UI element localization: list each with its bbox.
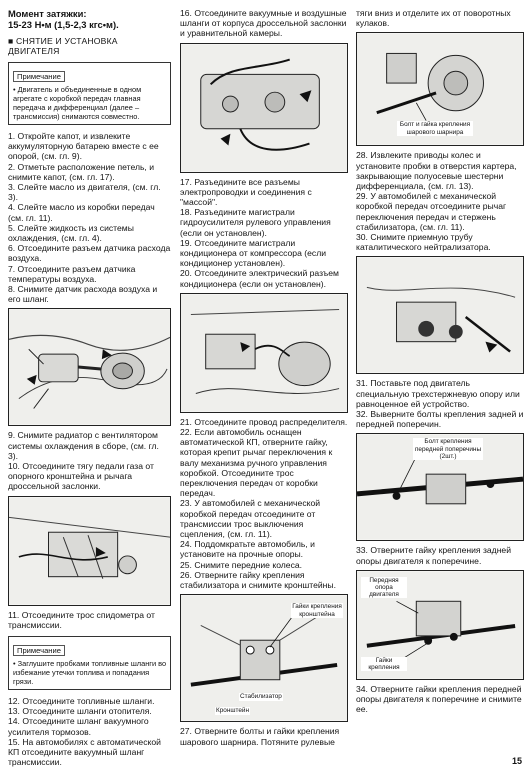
note-box-fuel	[8, 636, 171, 690]
figure-distributor	[180, 293, 348, 413]
label-ball-joint: Болт и гайка крепления шарового шарнира	[397, 121, 473, 135]
step-27: 27. Отверните болты и гайки крепления шарового шарнира. Потяните рулевые	[180, 726, 340, 747]
distributor-illustration	[181, 294, 347, 412]
steps-31-32: 31. Поставьте под двигатель специальную трехстержневую опору или равноценное ей устройство. 32. Выверните болты крепления задней и передней поперечин.	[356, 378, 524, 430]
figure-rear-crossmember	[356, 433, 524, 541]
label-nuts: Гайки крепления	[361, 657, 407, 671]
figure-airflow-sensor	[8, 308, 171, 426]
steps-1-8: 1. Откройте капот, и извлеките аккумуляторную батарею вместе с ее опорой, (см. гл. 9). 2. Отметьте расположение петель, и снимите капот, (см. гл. 17). 3. Слейте масло из двигателя, (см. гл. 3). 4. Слейте масло из коробки передач (см. гл. 11). 5. Слейте жидкость из системы охлаждения, (см. гл. 4). 6. Отсоедините разъем датчика расхода воздуха. 7. Отсоедините разъем датчика температуры воздуха. 8. Снимите датчик расхода воздуха и его шланг.	[8, 131, 171, 305]
step-34: 34. Отверните гайки крепления передней опоры двигателя к поперечине и снимите ее.	[356, 683, 522, 715]
text-top: тяги вниз и отделите их от поворотных кулаков.	[356, 8, 511, 29]
figure-exhaust-pipe	[356, 256, 524, 374]
note-heading: Примечание	[13, 71, 65, 82]
figure-stabilizer	[180, 594, 348, 722]
note-text: • Двигатель и объединенные в одном агрегате с коробкой передач главная передача и дифференциал (далее – трансмиссия) снимаются совместно.	[13, 85, 142, 121]
label-crossmember-bolt: Болт крепления передней поперечины (2шт.)	[414, 438, 482, 460]
step-33: 33. Отверните гайку крепления задней опоры двигателя к поперечине.	[356, 545, 512, 566]
torque-label: Момент затяжки:	[8, 8, 87, 19]
note-heading: Примечание	[13, 645, 65, 656]
figure-ball-joint	[356, 32, 524, 146]
steps-28-30: 28. Извлеките приводы колес и установите пробки в отверстия картера, закрывающие полуосевые шестерни дифференциала, (см. гл. 13). 29. У автомобилей с механической коробкой передач отсоедините рычаг переключения передач и стержень стабилизатора, (см. гл. 11). 30. Снимите приемную трубу каталитического нейтрализатора.	[356, 150, 517, 253]
label-bracket: Кронштейн	[216, 707, 249, 715]
column-left	[8, 8, 171, 768]
note-box-engine	[8, 62, 171, 125]
vacuum-hoses-illustration	[181, 44, 347, 172]
column-right	[356, 8, 524, 714]
throttle-cable-illustration	[9, 497, 170, 605]
steps-9-10: 9. Снимите радиатор с вентилятором системы охлаждения в сборе, (см. гл. 3). 10. Отсоедините тягу педали газа от опорного кронштейна и рычага дроссельной заслонки.	[8, 430, 159, 492]
engine-bay-illustration	[9, 309, 170, 425]
steps-12-15: 12. Отсоедините топливные шланги. 13. Отсоедините шланги отопителя. 14. Отсоедините шланг вакуумного усилителя тормозов. 15. На автомобилях с автоматической КП отсоедините вакуумный шланг трансмиссии.	[8, 696, 161, 768]
steps-21-26: 21. Отсоедините провод распределителя. 22. Если автомобиль оснащен автоматической КП, отверните гайку, которая крепит рычаг переключения к валу механизма ручного управления коробкой. Отсоедините трос переключения передач от коробки передач. 23. У автомобилей с механической коробкой передач отсоедините от трансмиссии трос выключения сцепления, (см. гл. 11). 24. Поддомкратьте автомобиль, и установите на прочные опоры. 25. Снимите передние колеса. 26. Отверните гайку крепления стабилизатора и снимите кронштейны.	[180, 416, 348, 591]
figure-vacuum-hoses	[180, 43, 348, 173]
page-number: 15	[511, 756, 522, 766]
section-title: ■ СНЯТИЕ И УСТАНОВКА ДВИГАТЕЛЯ	[8, 36, 118, 56]
column-middle	[180, 8, 348, 747]
exhaust-pipe-illustration	[357, 257, 523, 373]
step-16: 16. Отсоедините вакуумные и воздушные шланги от корпуса дроссельной заслонки и уравнительной камеры.	[180, 8, 347, 39]
figure-front-mount	[356, 570, 524, 680]
steps-17-20: 17. Разъедините все разъемы электропроводки и соединения с "массой". 18. Разъедините магистрали гидроусилителя рулевого управления (если он установлен). 19. Отсоедините магистрали кондиционера от компрессора (если кондиционер установлен). 20. Отсоедините электрический разъем кондиционера (если он установлен).	[180, 176, 339, 289]
note-text: • Заглушите пробками топливные шланги во избежание утечки топлива и попадания грязи.	[13, 659, 167, 687]
label-front-mount: Передняя опора двигателя	[361, 577, 407, 599]
step-11: 11. Отсоедините трос спидометра от трансмиссии.	[8, 609, 155, 630]
figure-throttle-cable	[8, 496, 171, 606]
torque-value: 15-23 Н•м (1,5-2,3 кгс•м).	[8, 19, 119, 30]
label-stabilizer: Стабилизатор	[240, 693, 282, 701]
label-nut: Гайки крепления кронштейна	[292, 603, 342, 618]
